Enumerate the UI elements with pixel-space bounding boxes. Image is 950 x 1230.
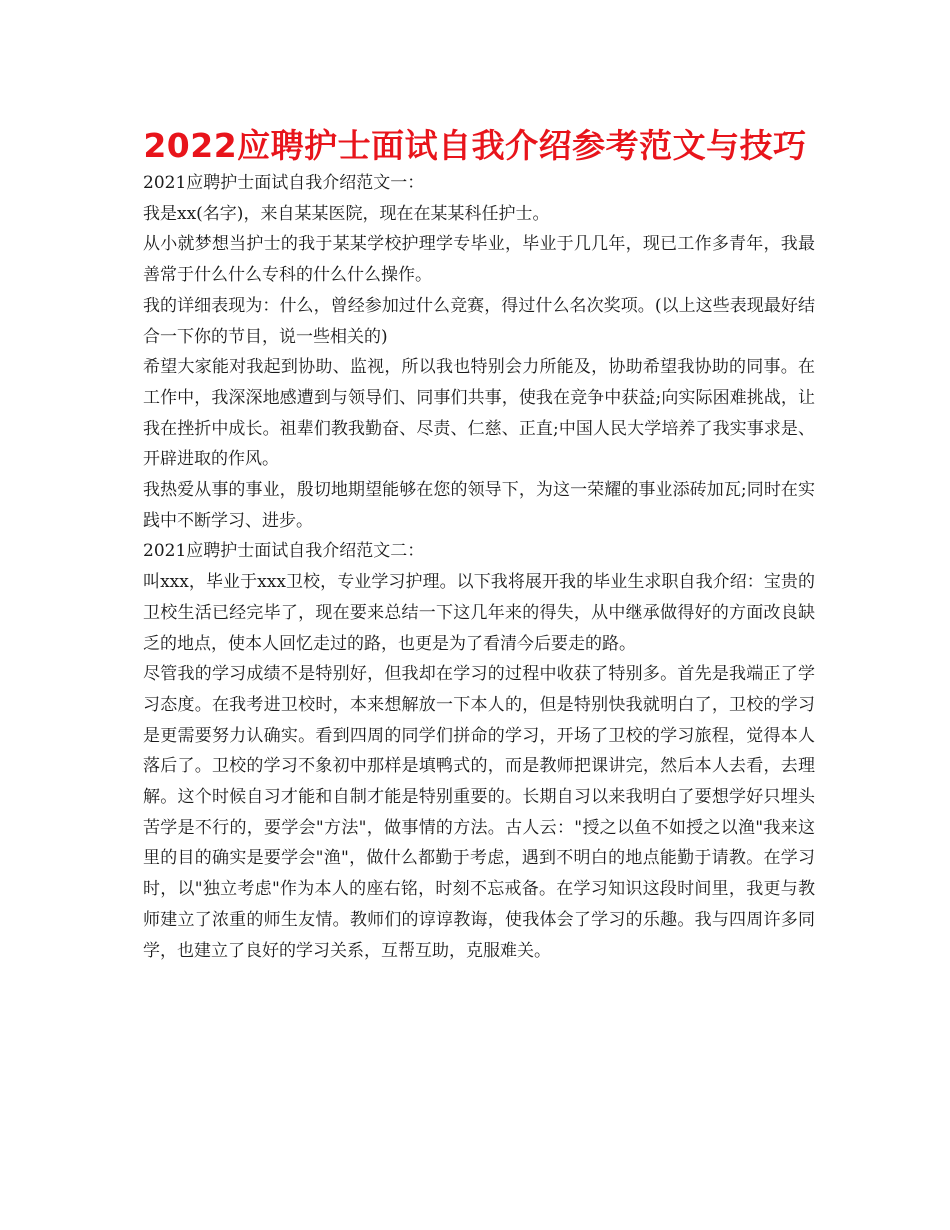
paragraph: 我是xx(名字)，来自某某医院，现在在某某科任护士。: [143, 203, 550, 224]
section-heading-sample-one: 2021应聘护士面试自我介绍范文一：: [143, 173, 425, 193]
document-body: [143, 168, 815, 966]
document-title: 2022应聘护士面试自我介绍参考范文与技巧: [143, 126, 807, 165]
paragraph: 我的详细表现为：什么，曾经参加过什么竞赛，得过什么名次奖项。(以上这些表现最好结合一下你的节目，说一些相关的): [143, 295, 815, 347]
paragraph: 叫xxx，毕业于xxx卫校，专业学习护理。以下我将展开我的毕业生求职自我介绍：宝贵的卫校生活已经完毕了，现在要来总结一下这几年来的得失，从中继承做得好的方面改良缺乏的地点，使本人回忆走过的路，也更是为了看清今后要走的路。: [143, 572, 815, 654]
paragraph: 从小就梦想当护士的我于某某学校护理学专毕业，毕业于几几年，现已工作多青年，我最善常于什么什么专科的什么什么操作。: [143, 234, 815, 286]
paragraph: 尽管我的学习成绩不是特别好，但我却在学习的过程中收获了特别多。首先是我端正了学习态度。在我考进卫校时，本来想解放一下本人的，但是特别快我就明白了，卫校的学习是更需要努力认确实。看到四周的同学们拼命的学习，开场了卫校的学习旅程，觉得本人落后了。卫校的学习不象初中那样是填鸭式的，而是教师把课讲完，然后本人去看，去理解。这个时候自习才能和自制才能是特别重要的。长期自习以来我明白了要想学好只埋头苦学是不行的，要学会"方法"，做事情的方法。古人云："授之以鱼不如授之以渔"我来这里的目的确实是要学会"渔"，做什么都勤于考虑，遇到不明白的地点能勤于请教。在学习时，以"独立考虑"作为本人的座右铭，时刻不忘戒备。在学习知识这段时间里，我更与教师建立了浓重的师生友情。教师们的谆谆教诲，使我体会了学习的乐趣。我与四周许多同学，也建立了良好的学习关系，互帮互助，克服难关。: [143, 664, 815, 961]
paragraph: 希望大家能对我起到协助、监视，所以我也特别会力所能及，协助希望我协助的同事。在工作中，我深深地感遭到与领导们、同事们共事，使我在竞争中获益;向实际困难挑战，让我在挫折中成长。祖辈们教我勤奋、尽责、仁慈、正直;中国人民大学培养了我实事求是、开辟进取的作风。: [143, 357, 815, 470]
section-heading-sample-two: 2021应聘护士面试自我介绍范文二：: [143, 541, 425, 562]
paragraph: 我热爱从事的事业，殷切地期望能够在您的领导下，为这一荣耀的事业添砖加瓦;同时在实践中不断学习、进步。: [143, 480, 815, 531]
